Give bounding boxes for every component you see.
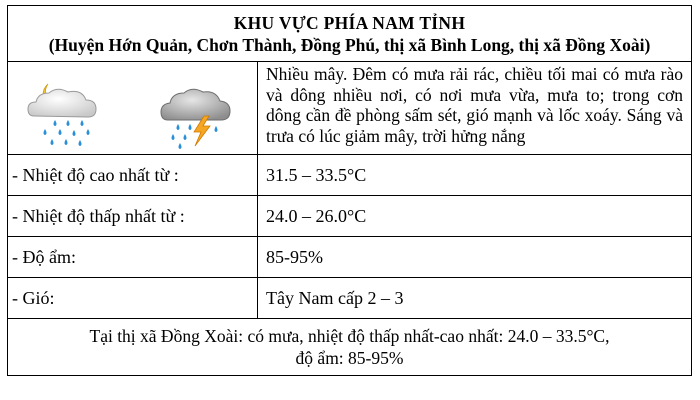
region-header <box>8 6 692 62</box>
region-title: KHU VỰC PHÍA NAM TỈNH <box>233 12 466 33</box>
min-temp-label: - Nhiệt độ thấp nhất từ : <box>8 196 258 237</box>
table-row <box>8 237 692 278</box>
weather-icons <box>8 62 253 154</box>
table-row <box>8 278 692 319</box>
wind-label: - Gió: <box>8 278 258 319</box>
forecast-table <box>7 5 692 376</box>
forecast-description-cell <box>258 62 692 155</box>
summary-line-2: độ ẩm: 85-95% <box>295 348 404 368</box>
dong-xoai-summary <box>8 319 692 376</box>
humidity-label: - Độ ẩm: <box>8 237 258 278</box>
wind-value: Tây Nam cấp 2 – 3 <box>258 278 692 319</box>
summary-line-1: Tại thị xã Đồng Xoài: có mưa, nhiệt độ thấp nhất-cao nhất: 24.0 – 33.5°C, <box>89 326 610 346</box>
thunderstorm-icon <box>161 89 230 149</box>
max-temp-value: 31.5 – 33.5°C <box>258 155 692 196</box>
region-districts: (Huyện Hớn Quản, Chơn Thành, Đồng Phú, thị xã Bình Long, thị xã Đồng Xoài) <box>48 34 651 55</box>
forecast-description: Nhiều mây. Đêm có mưa rải rác, chiều tối mai có mưa rào và dông nhiều nơi, có nơi mưa vừa, mưa to; trong cơn dông cần đề phòng sấm sét, gió mạnh và lốc xoáy. Sáng và trưa có lúc giảm mây, trời hửng nắng <box>266 64 683 146</box>
table-row <box>8 196 692 237</box>
table-row <box>8 155 692 196</box>
humidity-value: 85-95% <box>258 237 692 278</box>
night-rain-icon <box>28 84 96 146</box>
min-temp-value: 24.0 – 26.0°C <box>258 196 692 237</box>
max-temp-label: - Nhiệt độ cao nhất từ : <box>8 155 258 196</box>
weather-icons-cell <box>8 62 258 155</box>
